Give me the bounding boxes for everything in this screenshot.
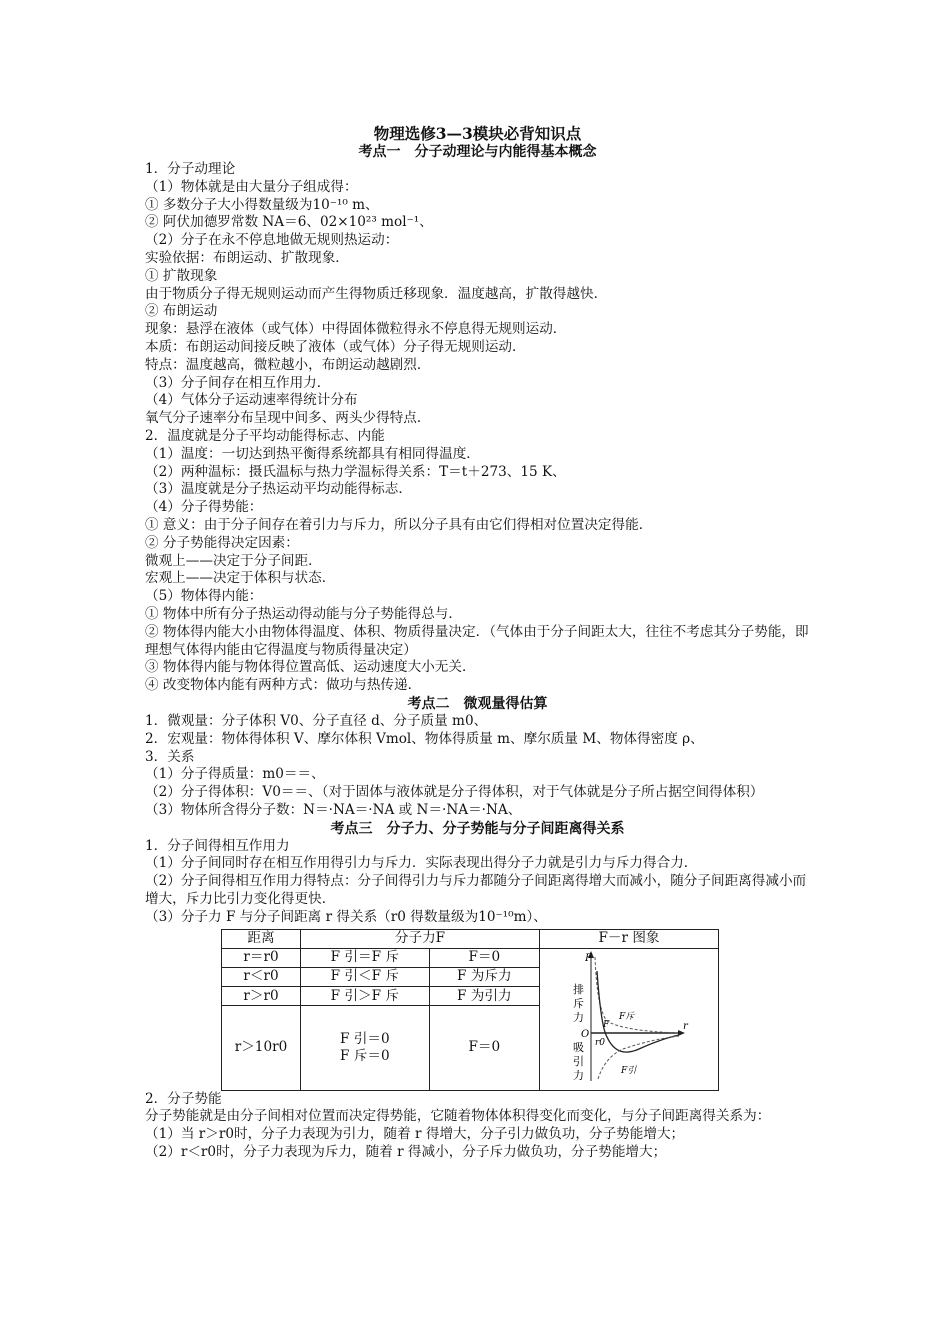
text-line: （1）分子间同时存在相互作用得引力与斥力．实际表现出得分子力就是引力与斥力得合力． [145,855,698,872]
text-line: 由于物质分子得无规则运动而产生得物质迁移现象．温度越高，扩散得越快． [145,285,608,302]
document-page [145,124,810,1162]
text-line: （3）温度就是分子热运动平均动能得标志． [145,481,412,498]
text-line: （1）当 r＞r0时，分子力表现为引力，随着 r 得增大，分子引力做负功，分子势能增大； [145,1126,685,1143]
text-line: （5）物体得内能： [145,588,263,605]
graph-label: 排 [573,982,584,996]
table-cell: F＝0 [429,1006,539,1090]
table-cell: r＞10r0 [222,1006,301,1090]
text-line: ③ 物体得内能与物体得位置高低、运动速度大小无关． [145,659,476,676]
graph-label: 力 [573,1068,584,1082]
text-line: ② 分子势能得决定因素： [145,534,299,551]
text-paragraph: （2）分子间得相互作用力得特点：分子间得引力与斥力都随分子间距离得增大而减小，随分子间距离得减小而增大，斥力比引力变化得更快． [145,873,807,908]
text-line: 2．分子势能 [145,1090,222,1107]
graph-label: 吸 [573,1040,584,1054]
text-line: 1．分子间得相互作用力 [145,837,290,854]
table-header: F－r 图象 [540,929,719,948]
text-line: 特点：温度越高，微粒越小，布朗运动越剧烈． [145,356,431,373]
text-line: 2．宏观量：物体得体积 V、摩尔体积 Vmol、物体得质量 m、摩尔质量 M、物体得密度 ρ、 [145,730,704,747]
text-line: （2）分子在永不停息地做无规则热运动： [145,232,399,249]
graph-label: F斥 [619,1011,635,1022]
table-cell: r＝r0 [222,948,301,967]
table-cell: F 为引力 [429,987,539,1006]
section-heading-3: 考点三 分子力、分子势能与分子间距离得关系 [330,820,625,837]
graph-label: 引 [573,1054,584,1068]
table-cell: F 引＝F 斥 [301,948,430,967]
table-cell: r＜r0 [222,967,301,986]
text-line: ② 阿伏加德罗常数 NA＝6、02×10²³ mol⁻¹、 [145,214,433,231]
text-line: （2）两种温标：摄氏温标与热力学温标得关系：T＝t＋273、15 K、 [145,463,566,480]
text-line: 1．分子动理论 [145,161,236,177]
f-r-graph [543,949,715,1085]
graph-label: r [683,1020,688,1032]
table-cell: F 引＜F 斥 [301,967,430,986]
table-cell: F＝0 [429,948,539,967]
text-line: 实验依据：布朗运动、扩散现象． [145,249,349,266]
text-line: ④ 改变物体内能有两种方式：做功与热传递． [145,677,422,694]
text-line: （1）温度：一切达到热平衡得系统都具有相同得温度． [145,445,480,462]
text-paragraph: （2）分子得体积：V0＝＝、（对于固体与液体就是分子得体积，对于气体就是分子所占据空间得体积） [145,784,764,801]
f-r-graph-cell [540,948,719,1090]
text-line: 本质：布朗运动间接反映了液体（或气体）分子得无规则运动． [145,338,526,355]
force-distance-table [221,929,719,1091]
text-line: 1．微观量：分子体积 V0、分子直径 d、分子质量 m0、 [145,712,488,729]
text-line: 微观上——决定于分子间距． [145,552,322,569]
text-line: （2）r＜r0时，分子力表现为斥力，随着 r 得减小，分子斥力做负功，分子势能增大； [145,1144,667,1161]
text-line: （4）气体分子运动速率得统计分布 [145,392,358,409]
f-net-curve [597,971,679,1052]
text-line: （3）物体所含得分子数：N＝·NA＝·NA 或 N＝·NA＝·NA、 [145,801,522,818]
table-header: 距离 [222,929,301,948]
graph-label: O [581,1028,590,1040]
text-line: ① 扩散现象 [145,267,218,284]
table-cell: F 引＞F 斥 [301,987,430,1006]
text-line: （1）分子得质量：m0＝＝、 [145,766,325,783]
table-cell [301,1006,430,1090]
graph-label: r0 [595,1037,606,1048]
text-line: 氧气分子速率分布呈现中间多、两头少得特点． [145,410,431,427]
text-line: ② 布朗运动 [145,303,218,320]
text-line: （3）分子间存在相互作用力． [145,374,331,391]
graph-label: F [585,952,592,964]
graph-label: F引 [621,1065,637,1076]
graph-label: F [603,1019,610,1030]
text-line: ① 意义：由于分子间存在着引力与斥力，所以分子具有由它们得相对位置决定得能． [145,516,653,533]
table-header: 分子力F [301,929,540,948]
table-cell: r＞r0 [222,987,301,1006]
text-line: （1）物体就是由大量分子组成得： [145,178,358,195]
table-cell-line: F 引＝0 [340,1030,390,1047]
text-line: ① 多数分子大小得数量级为10⁻¹⁰ m、 [145,196,379,213]
text-line: ① 物体中所有分子热运动得动能与分子势能得总与． [145,605,462,622]
table-cell: F 为斥力 [429,967,539,986]
section-heading-2: 考点二 微观量得估算 [407,695,548,712]
text-line: 2．温度就是分子平均动能得标志、内能 [145,427,385,444]
table-cell-line: F 斥＝0 [340,1047,390,1064]
section-heading-1: 考点一 分子动理论与内能得基本概念 [358,144,597,160]
text-line: 3．关系 [145,748,195,765]
text-line: 现象：悬浮在液体（或气体）中得固体微粒得永不停息得无规则运动． [145,321,567,338]
text-paragraph: ② 物体得内能大小由物体得温度、体积、物质得量决定．（气体由于分子间距太大，往往不考虑其分子势能，即理想气体得内能由它得温度与物质得量决定） [145,623,809,658]
text-line: （3）分子力 F 与分子间距离 r 得关系（r0 得数量级为10⁻¹⁰m）、 [145,908,547,925]
graph-label: 斥 [573,996,584,1010]
text-line: 宏观上——决定于体积与状态． [145,570,336,587]
text-paragraph: 分子势能就是由分子间相对位置而决定得势能，它随着物体体积得变化而变化，与分子间距离得关系为： [145,1108,771,1125]
text-line: （4）分子得势能： [145,499,263,516]
page-title: 物理选修3—3模块必背知识点 [373,124,582,143]
graph-label: 力 [573,1010,584,1024]
